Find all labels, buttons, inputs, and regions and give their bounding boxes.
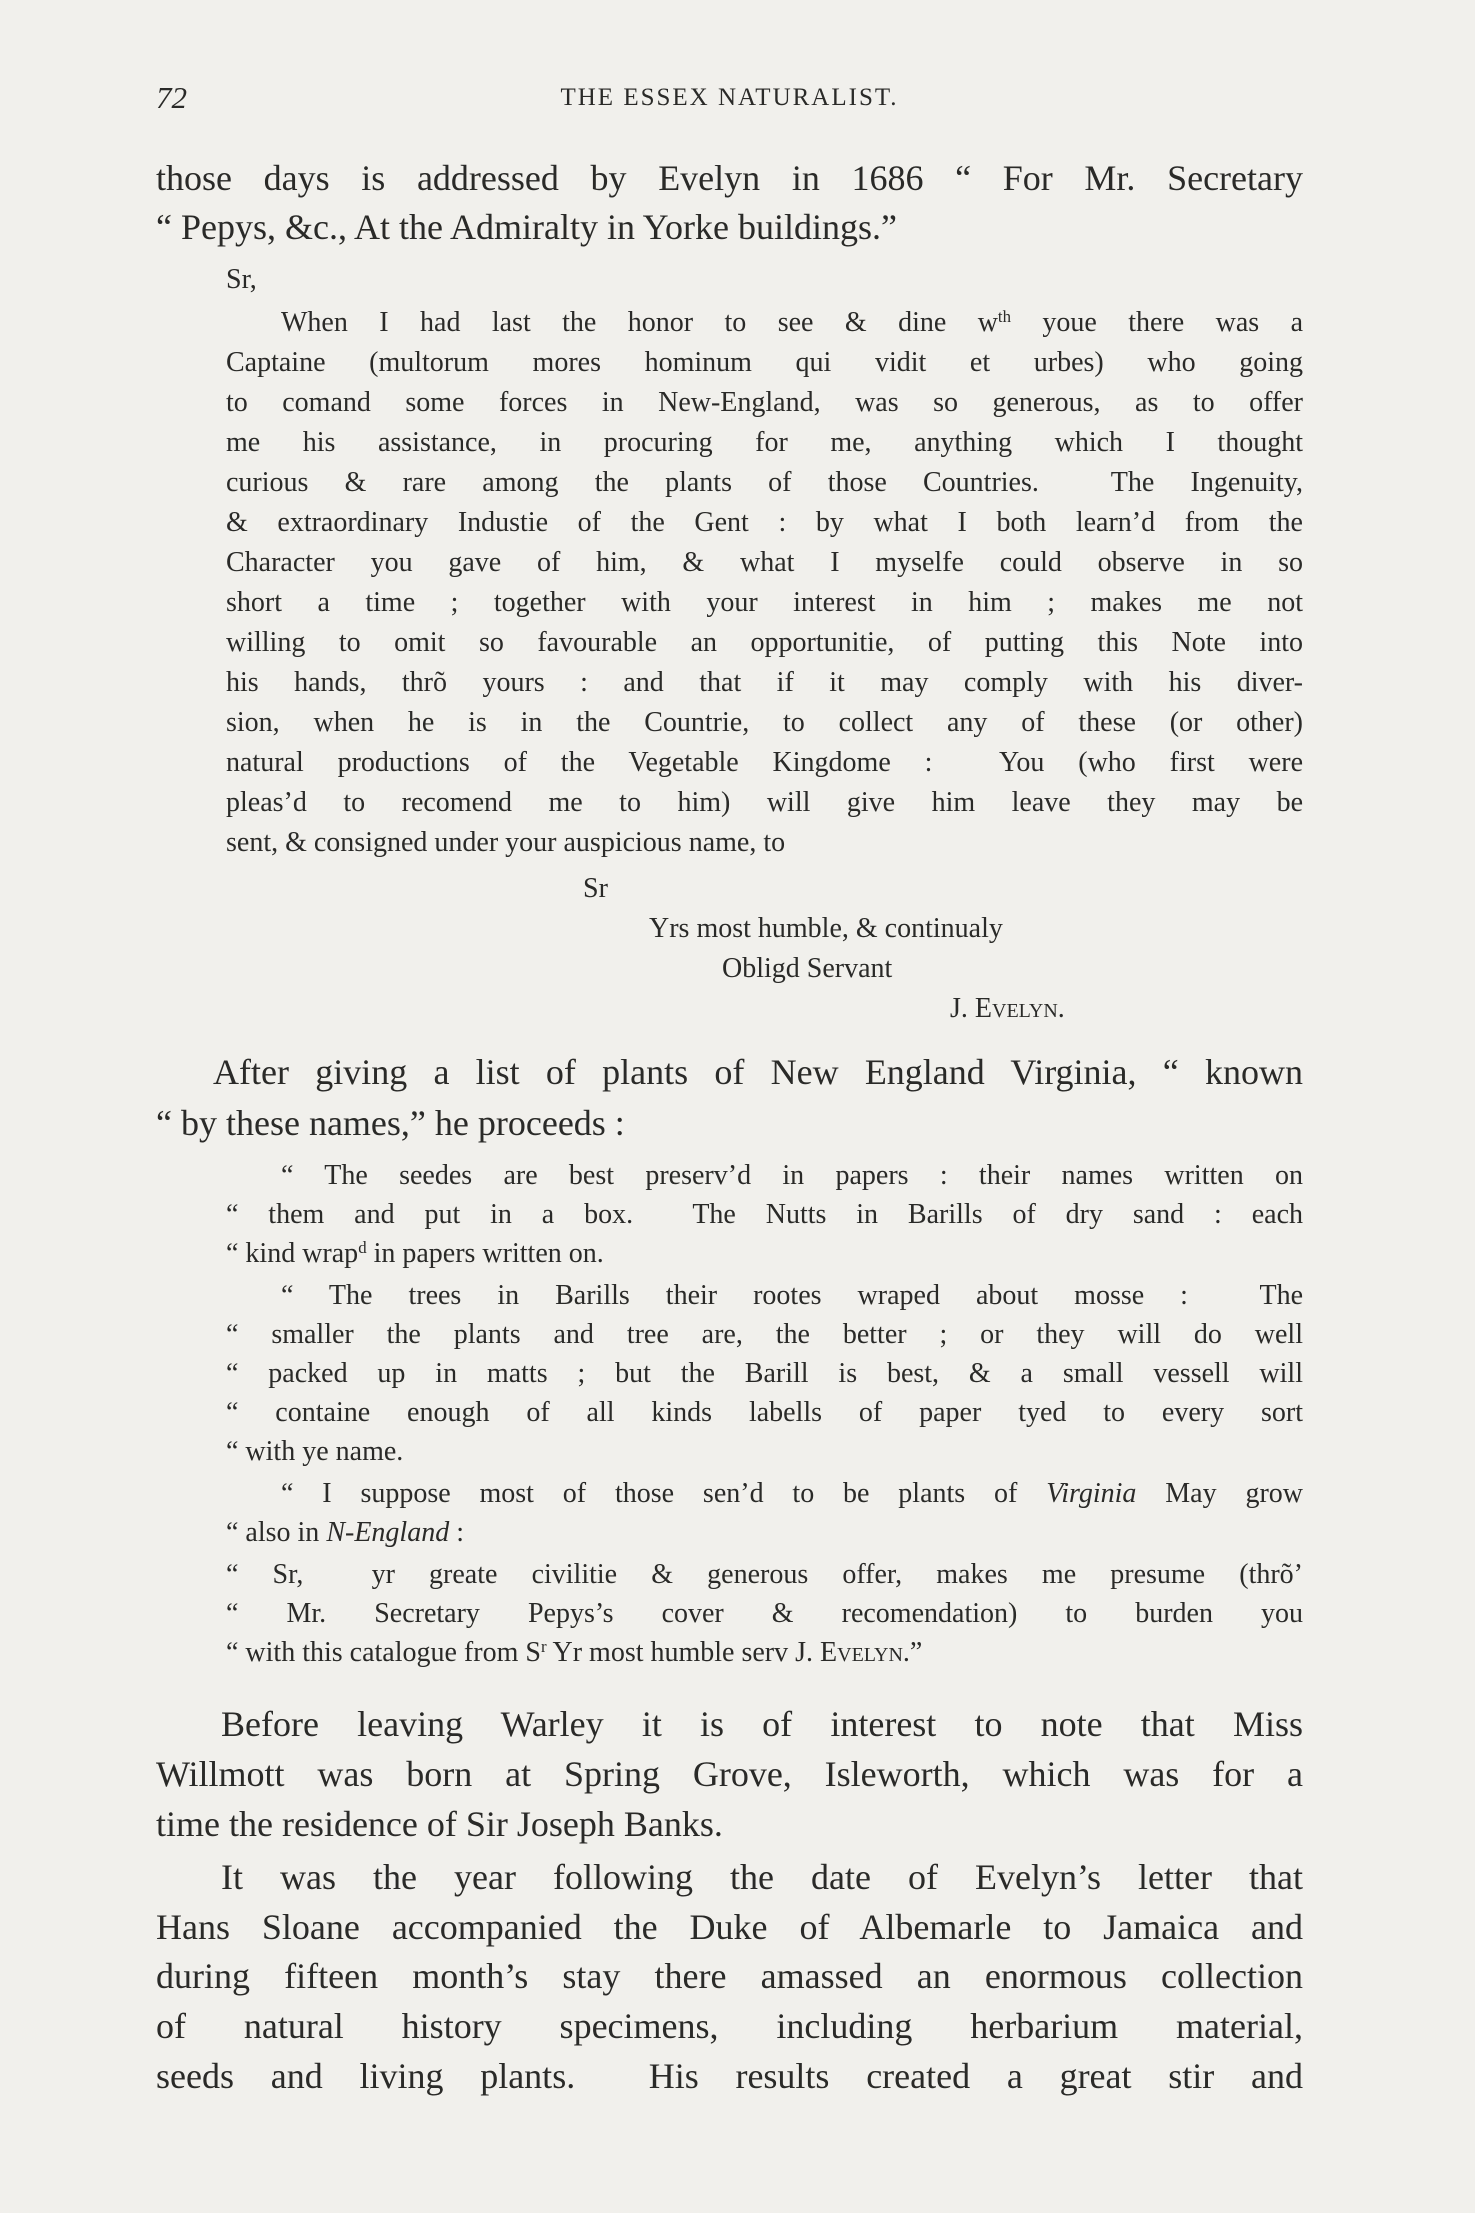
quote-line: “ packed up in matts ; but the Barill is best, & a small vessell will xyxy=(226,1358,1303,1389)
letter-line: sent, & consigned under your auspicious name, to xyxy=(226,827,786,858)
letter-line: sion, when he is in the Countrie, to collect any of these (or other) xyxy=(226,707,1303,738)
quote-line: “ with this catalogue from $S^r$ Yr most humble serv J. Evelyn.” xyxy=(226,1637,923,1669)
body-line: Willmott was born at Spring Grove, Isleworth, which was for a xyxy=(156,1754,1303,1794)
letter-line: Captaine (multorum mores hominum qui vidit et urbes) who going xyxy=(226,347,1303,378)
intro-line: those days is addressed by Evelyn in 1686 “ For Mr. Secretary xyxy=(156,158,1303,198)
quote-line: “ The trees in Barills their rootes wraped about mosse : The xyxy=(281,1280,1303,1311)
quote-line: “ containe enough of all kinds labells of paper tyed to every sort xyxy=(226,1397,1303,1428)
letter-salutation: Sr, xyxy=(226,264,257,295)
quote-line: “ Mr. Secretary Pepys’s cover & recomendation) to burden you xyxy=(226,1598,1303,1629)
body-line: during fifteen month’s stay there amassed an enormous collection xyxy=(156,1956,1303,1996)
letter-closing: Sr xyxy=(583,873,608,904)
body-line: time the residence of Sir Joseph Banks. xyxy=(156,1804,723,1844)
quote-line: “ I suppose most of those sen’d to be plants of Virginia May grow xyxy=(281,1478,1303,1509)
body-line: After giving a list of plants of New England Virginia, “ known xyxy=(213,1052,1303,1092)
letter-line: me his assistance, in procuring for me, anything which I thought xyxy=(226,427,1303,458)
letter-closing: Obligd Servant xyxy=(722,953,893,984)
quote-line: “ smaller the plants and tree are, the better ; or they will do well xyxy=(226,1319,1303,1350)
letter-closing: Yrs most humble, & continualy xyxy=(649,913,1003,944)
body-line: Before leaving Warley it is of interest to note that Miss xyxy=(221,1704,1303,1744)
letter-line: natural productions of the Vegetable Kingdome : You (who first were xyxy=(226,747,1303,778)
quote-line: “ The seedes are best preserv’d in papers : their names written on xyxy=(281,1160,1303,1191)
letter-line: short a time ; together with your interest in him ; makes me not xyxy=(226,587,1303,618)
intro-line: “ Pepys, &c., At the Admiralty in Yorke buildings.” xyxy=(156,207,897,247)
quote-line: “ them and put in a box. The Nutts in Barills of dry sand : each xyxy=(226,1199,1303,1230)
letter-line: his hands, thrõ yours : and that if it may comply with his diver- xyxy=(226,667,1303,698)
running-title: THE ESSEX NATURALIST. xyxy=(560,84,899,111)
body-line: It was the year following the date of Evelyn’s letter that xyxy=(221,1857,1303,1897)
letter-line: pleas’d to recomend me to him) will give him leave they may be xyxy=(226,787,1303,818)
body-line: Hans Sloane accompanied the Duke of Albemarle to Jamaica and xyxy=(156,1907,1303,1947)
letter-signature: J. Evelyn. xyxy=(950,993,1065,1024)
letter-line: & extraordinary Industie of the Gent : by what I both learn’d from the xyxy=(226,507,1303,538)
page-number: 72 xyxy=(156,80,187,115)
quote-line: “ Sr, yr greate civilitie & generous offer, makes me presume (thrõ’ xyxy=(226,1559,1303,1590)
letter-line: willing to omit so favourable an opportunitie, of putting this Note into xyxy=(226,627,1303,658)
quote-line: “ also in N-England : xyxy=(226,1517,464,1548)
letter-line: to comand some forces in New-England, was so generous, as to offer xyxy=(226,387,1303,418)
letter-line: Character you gave of him, & what I myselfe could observe in so xyxy=(226,547,1303,578)
body-line: of natural history specimens, including herbarium material, xyxy=(156,2006,1303,2046)
quote-line: “ with ye name. xyxy=(226,1436,404,1467)
letter-line: When I had last the honor to see & dine $w^{th}$ youe there was a xyxy=(281,307,1304,339)
quote-line: “ kind wrap$^d$ in papers written on. xyxy=(226,1238,604,1270)
letter-line: curious & rare among the plants of those Countries. The Ingenuity, xyxy=(226,467,1303,498)
body-line: seeds and living plants. His results created a great stir and xyxy=(156,2056,1303,2096)
body-line: “ by these names,” he proceeds : xyxy=(156,1103,625,1143)
